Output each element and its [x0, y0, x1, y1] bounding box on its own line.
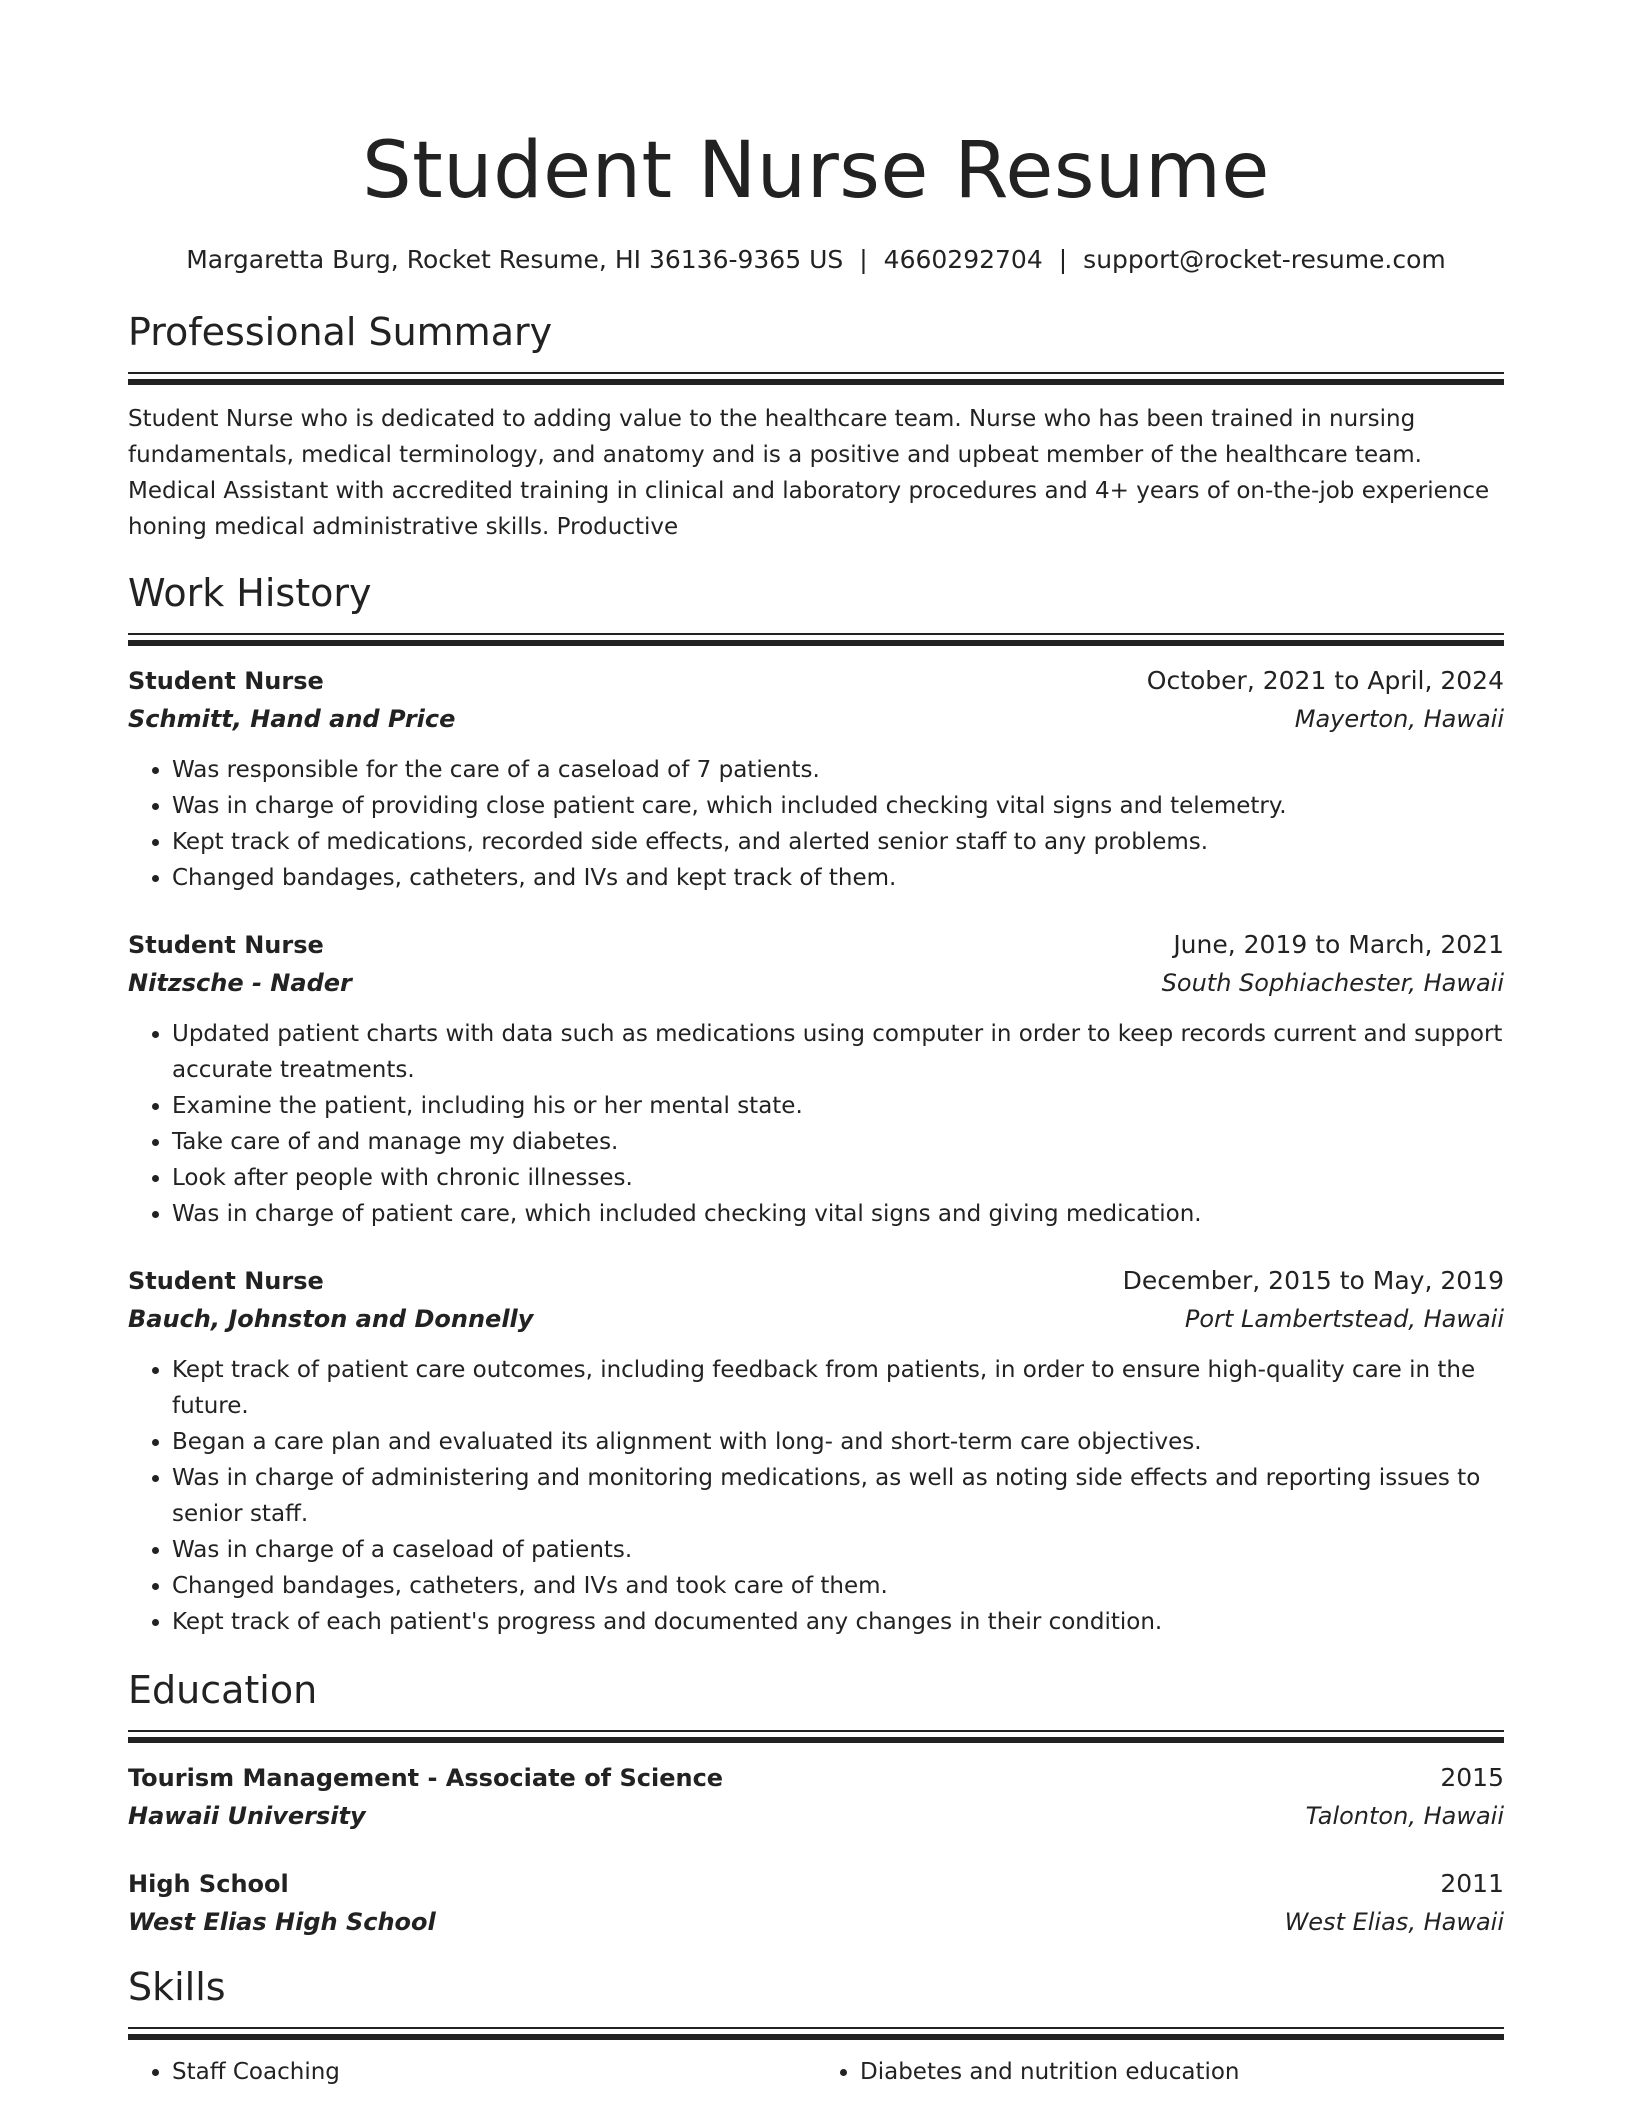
education-year: 2011 [1440, 1869, 1504, 1898]
job-duty: • Kept track of each patient's progress and documented any changes in their condition. [172, 1604, 1504, 1640]
job-duties-list [128, 752, 1504, 896]
job-duty: • Changed bandages, catheters, and IVs and took care of them. [172, 1568, 1504, 1604]
job-duty: • Began a care plan and evaluated its alignment with long- and short-term care objectives. [172, 1424, 1504, 1460]
skills-column-left [128, 2054, 816, 2090]
education-entry [128, 1759, 1504, 1835]
section-divider [128, 633, 1504, 646]
job-duty: • Was in charge of a caseload of patients. [172, 1532, 1504, 1568]
section-divider [128, 2027, 1504, 2040]
job-duty: • Updated patient charts with data such as medications using computer in order to keep records current and support accurate treatments. [172, 1016, 1504, 1088]
contact-phone: 4660292704 [883, 245, 1043, 274]
job-header-row [128, 926, 1504, 964]
job-title: Student Nurse [128, 1267, 324, 1295]
job-duty: • Was responsible for the care of a caseload of 7 patients. [172, 752, 1504, 788]
contact-separator: | [859, 245, 868, 274]
contact-email: support@rocket-resume.com [1083, 245, 1446, 274]
education-location: Talonton, Hawaii [1305, 1802, 1504, 1830]
job-location: Port Lambertstead, Hawaii [1184, 1305, 1504, 1333]
job-location: Mayerton, Hawaii [1294, 705, 1504, 733]
skill-item: • Staff Coaching [172, 2054, 816, 2090]
skills-list [128, 2054, 816, 2090]
education-school: Hawaii University [128, 1802, 366, 1830]
skills-column-right [816, 2054, 1504, 2090]
job-title: Student Nurse [128, 667, 324, 695]
summary-text: Student Nurse who is dedicated to adding value to the healthcare team. Nurse who has been trained in nursing fundamentals, medical terminology, and anatomy and is a positive and upbeat member of the healthcare team. Medical Assistant with accredited training in clinical and laboratory procedures and 4+ years of on-the-job experience honing medical administrative skills. Productive [128, 406, 1490, 540]
skill-item: • Diabetes and nutrition education [860, 2054, 1504, 2090]
education-entry [128, 1865, 1504, 1941]
job-duty: • Kept track of patient care outcomes, including feedback from patients, in order to ensure high-quality care in the future. [172, 1352, 1504, 1424]
education-location: West Elias, Hawaii [1284, 1908, 1504, 1936]
contact-separator: | [1058, 245, 1068, 274]
section-divider [128, 1730, 1504, 1743]
section-heading-summary: Professional Summary [128, 310, 553, 354]
education-degree: High School [128, 1870, 289, 1898]
job-company-row [128, 1300, 1504, 1338]
job-entry [128, 662, 1504, 896]
job-duty: • Was in charge of providing close patient care, which included checking vital signs and telemetry. [172, 788, 1504, 824]
job-company-row [128, 700, 1504, 738]
job-dates: October, 2021 to April, 2024 [1146, 666, 1504, 695]
job-company: Nitzsche - Nader [128, 969, 352, 997]
skills-section [128, 1963, 1504, 2090]
job-company: Schmitt, Hand and Price [128, 705, 456, 733]
resume-title: Student Nurse Resume [362, 126, 1270, 216]
education-school: West Elias High School [128, 1908, 436, 1936]
section-heading-skills: Skills [128, 1965, 226, 2009]
job-duty: • Examine the patient, including his or her mental state. [172, 1088, 1504, 1124]
skills-list [816, 2054, 1504, 2090]
job-duty: • Was in charge of administering and monitoring medications, as well as noting side effects and reporting issues to senior staff. [172, 1460, 1504, 1532]
job-company-row [128, 964, 1504, 1002]
contact-address: Margaretta Burg, Rocket Resume, HI 36136-9365 US [186, 245, 844, 274]
job-duty: • Look after people with chronic illnesses. [172, 1160, 1504, 1196]
section-heading-work-history: Work History [128, 571, 372, 615]
education-degree: Tourism Management - Associate of Science [128, 1764, 724, 1792]
job-company: Bauch, Johnston and Donnelly [128, 1305, 534, 1333]
job-header-row [128, 662, 1504, 700]
education-year: 2015 [1440, 1763, 1504, 1792]
work-history-section [128, 569, 1504, 1640]
job-dates: December, 2015 to May, 2019 [1122, 1266, 1504, 1295]
job-duty: • Take care of and manage my diabetes. [172, 1124, 1504, 1160]
education-school-row [128, 1903, 1504, 1941]
summary-section [128, 308, 1504, 545]
job-dates: June, 2019 to March, 2021 [1173, 930, 1504, 959]
job-location: South Sophiachester, Hawaii [1161, 969, 1504, 997]
job-header-row [128, 1262, 1504, 1300]
job-duties-list [128, 1352, 1504, 1640]
education-header-row [128, 1865, 1504, 1903]
contact-line [128, 242, 1504, 278]
education-header-row [128, 1759, 1504, 1797]
education-section [128, 1666, 1504, 1941]
job-duty: • Was in charge of patient care, which included checking vital signs and giving medication. [172, 1196, 1504, 1232]
education-school-row [128, 1797, 1504, 1835]
section-heading-education: Education [128, 1668, 318, 1712]
skills-grid [128, 2054, 1504, 2090]
job-entry [128, 926, 1504, 1232]
job-entry [128, 1262, 1504, 1640]
job-duties-list [128, 1016, 1504, 1232]
job-duty: • Kept track of medications, recorded side effects, and alerted senior staff to any problems. [172, 824, 1504, 860]
job-duty: • Changed bandages, catheters, and IVs and kept track of them. [172, 860, 1504, 896]
section-divider [128, 372, 1504, 385]
job-title: Student Nurse [128, 931, 324, 959]
